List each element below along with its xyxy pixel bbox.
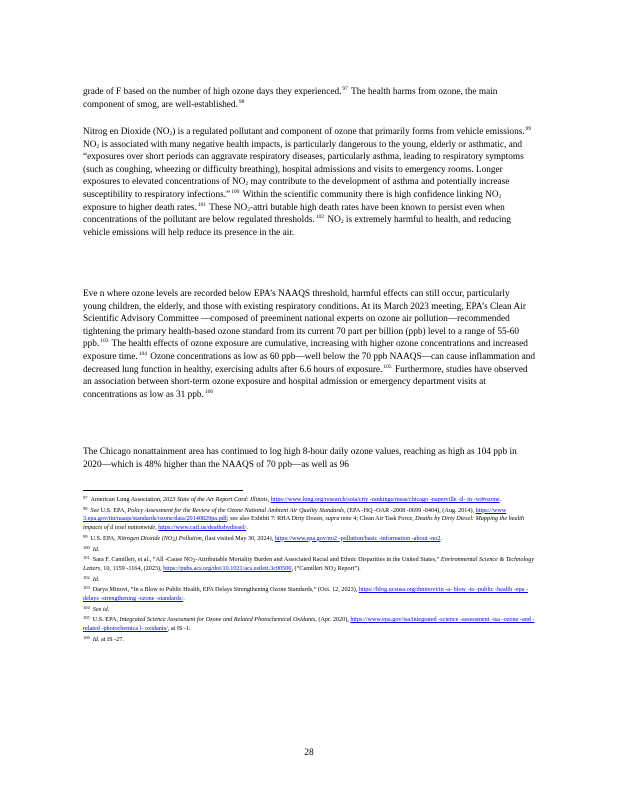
footnote-98: $^{98}$ See U.S. EPA, Policy Assessment for the Review of the Ozone National Ambient Air Quality Standards, (EPA -HQ -OAR -2008 -0699 -0404), (Aug. 2014), https://www 3.epa.gov/ttn/naaqs/standards/ozone/data/20140829pa.pdf; see also Exhibit 7: RHA Dirty Dozen, supra note 4; Clean Air Task Force, Deaths by Dirty Diesel: Mapping the health impacts of d iesel nationwide, https://www.catf.us/deathsbydiesel/. [83, 505, 525, 532]
footnote-105: $^{105}$ U.S. EPA, Integrated Science Assessment for Ozone and Related Photochemical Oxidants, (Apr. 2020), https://www.epa.gov/isa/integrated -science -assessment -isa -ozone -and -related -photochemica l- oxidants/, at IS -1. [83, 615, 535, 633]
footnote-99: $^{99}$ U.S. EPA, Nitrogen Dioxide $(NO_2)$ Pollution, (last visited May 30, 2024), https://www.epa.gov/no2 -pollution/basic -information -about -no2. [83, 533, 442, 543]
page-number: 28 [304, 748, 314, 758]
footnote-link-catf[interactable]: https://www.catf.us/deathsbydiesel/ [158, 524, 247, 532]
footnote-106: $^{106}$ Id. at IS -27. [83, 634, 124, 643]
footnote-103: $^{103}$ Darya Minovi, “In a Blow to Public Health, EPA Delays Strengthening Ozone Standards,” (Oct. 12, 2023), https://blog.ucsusa.org/dminovi/in -a- blow -to -public -health -epa -delays -strengthening -ozone -standards/. [83, 585, 529, 603]
footnote-100: $^{100}$ Id. [83, 544, 100, 553]
footnote-104: $^{104}$ See id. [83, 604, 110, 613]
footnote-102: $^{102}$ Id. [83, 574, 100, 583]
paragraph-chicago-nonattainment: The Chicago nonattainment area has continued to log high 8-hour daily ozone values, reaching as high as 104 ppb in 2020—which is 48% higher than the NAAQS of 70 ppb—as well as 96 [83, 447, 517, 470]
footnote-ref-105[interactable]: 105 [383, 363, 392, 370]
footnote-ref-98[interactable]: 98 [238, 98, 245, 105]
footnote-link-ucsusa[interactable]: https://blog.ucsusa.org/dminovi/in -a- blow -to -public -health -epa -delays -strengthening -ozone -standards/ [83, 586, 529, 603]
footnote-ref-97[interactable]: 97 [342, 86, 348, 92]
footnote-ref-100[interactable]: 100 [231, 188, 240, 195]
footnote-link-acs[interactable]: https://pubs.acs.org/doi/10.1021/acs.estlett.3c00500 [163, 564, 292, 572]
footnote-ref-104[interactable]: 104 [138, 350, 147, 357]
footnotes-section [83, 494, 535, 645]
footnote-ref-106[interactable]: 106 [204, 388, 214, 395]
footnote-ref-99[interactable]: 99 [525, 126, 532, 132]
footnote-divider [83, 490, 243, 491]
paragraph-nitrogen-dioxide: Nitrog en Dioxide $(NO_2)$ is a regulated pollutant and component of ozone that primarily forms from vehicle emissions.$^{99}$ $NO_2$ is associated with many negative health impacts, is particularly dangerous to the young, elderly or asthmatic, and “exposures over short periods can aggravate respiratory diseases, particularly asthma, leading to respiratory symptoms (such as coughing, wheezing or difficulty breathing), hospital admissions and visits to emergency rooms. Longer exposures to elevated concentrations of $NO_2$ may contribute to the development of asthma and potentially increase susceptibility to respiratory infections.”$^{100}$ Within the scientific community there is high confidence linking $NO_2$ exposure to higher death rates.$^{101}$ These $NO_2$-attri butable high death rates have been known to persist even when concentrations of the pollutant are below regulated thresholds.$^{102}$ $NO_2$ is extremely harmful to health, and reducing vehicle emissions will help reduce its presence in the air. [83, 126, 532, 238]
footnote-link-epa-policy-assessment[interactable]: https://www 3.epa.gov/ttn/naaqs/standards/ozone/data/20140829pa.pdf [83, 506, 507, 523]
footnote-link-lung-org[interactable]: https://www.lung.org/research/sota/city -rankings/msas/chicago -naperville -il- in -wi#ozone [270, 496, 500, 503]
footnote-ref-102[interactable]: 102 [315, 214, 325, 221]
footnote-101: $^{101}$ Sara F. Camilleri, et al., “All -Cause $NO_2$-Attributable Mortality Burden and Associated Racial and Ethnic Disparities in the United States,” Environmental Science & Technology Letters, 10, 1159 -1164, (2023), https://pubs.acs.org/doi/10.1021/acs.estlett.3c00500, (“Camilleri $NO_2$ Report”). [83, 555, 535, 573]
footnote-link-epa-isa[interactable]: https://www.epa.gov/isa/integrated -science -assessment -isa -ozone -and -related -photochemica l- oxidants/ [83, 616, 535, 633]
footnote-ref-101[interactable]: 101 [197, 201, 207, 208]
footnote-ref-103[interactable]: 103 [100, 338, 109, 345]
footnote-97: $^{97}$ American Lung Association, 2023 State of the Air Report Card: Illinois, https://www.lung.org/research/sota/city -rankings/msas/chicago -naperville -il- in -wi#ozone. [83, 495, 502, 503]
paragraph-ozone-naaqs: Eve n where ozone levels are recorded below EPA’s NAAQS threshold, harmful effects can still occur, particularly young children, the elderly, and those with existing respiratory conditions. At its March 2023 meeting, EPA’s Clean Air Scientific Advisory Committee —composed of preeminent national experts on ozone air pollution—recommended tightening the primary health-based ozone standard from its current 70 part per billion (ppb) level to a range of 55-60 ppb.$^{103}$ The health effects of ozone exposure are cumulative, increasing with higher ozone concentrations and increased exposure time.$^{104}$ Ozone concentrations as low as 60 ppb—well below the 70 ppb NAAQS—can cause inflammation and decreased lung function in healthy, exercising adults after 6.6 hours of exposure.$^{105}$ Furthermore, studies have observed an association between short-term ozone exposure and hospital admission or emergency department visits at concentrations as low as 31 ppb.$^{106}$ [83, 289, 536, 400]
footnote-link-epa-no2[interactable]: https://www.epa.gov/no2 -pollution/basic -information -about -no2 [274, 534, 441, 542]
paragraph-ozone-grade: grade of F based on the number of high ozone days they experienced.$^{97}$ The health harms from ozone, the main component of smog, are well-established.$^{98}$ [83, 86, 498, 110]
